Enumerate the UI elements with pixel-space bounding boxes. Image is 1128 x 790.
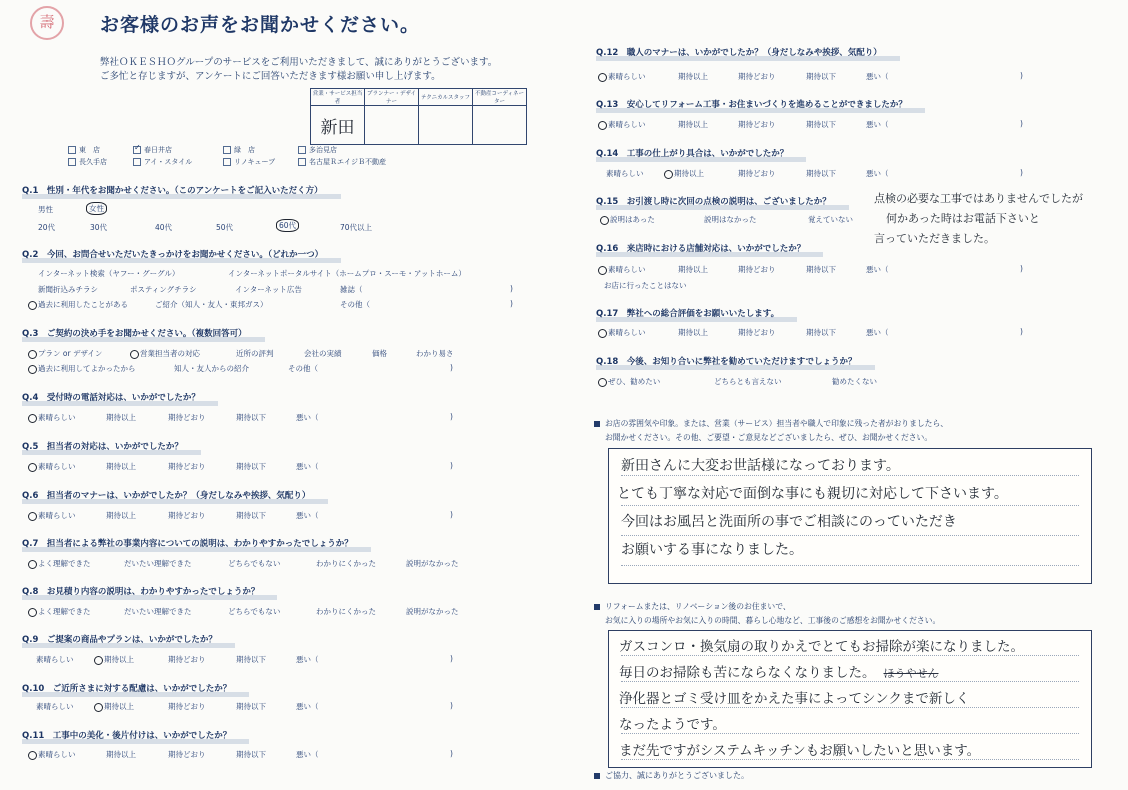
- q12-bad-close: ): [1020, 71, 1023, 80]
- q5-below[interactable]: 期待以下: [236, 462, 266, 471]
- q6-above[interactable]: 期待以上: [106, 511, 136, 520]
- q4-below[interactable]: 期待以下: [236, 413, 266, 422]
- impression-prompt-1: お店の雰囲気や印象。または、営業（サービス）担当者や職人で印象に残った者がおりましたら、: [594, 418, 948, 429]
- q16-bad-close: ): [1020, 264, 1023, 273]
- q3-track-record[interactable]: 会社の実績: [304, 349, 342, 358]
- impression-comment-box[interactable]: [608, 448, 1092, 584]
- q2-other[interactable]: その他（: [340, 300, 370, 309]
- q15-explained-selected[interactable]: 説明はあった: [600, 214, 655, 225]
- q3-other-close: ): [450, 363, 453, 372]
- q2-referral[interactable]: ご紹介（知人・友人・東邦ガス）: [155, 300, 268, 309]
- q9-below[interactable]: 期待以下: [236, 655, 266, 664]
- footer-thanks: ご協力、誠にありがとうございました。: [594, 770, 749, 781]
- staff-realestate-cell[interactable]: [473, 106, 527, 145]
- q2-internet-search[interactable]: インターネット検索（ヤフー・グーグル）: [38, 269, 180, 278]
- q1-40s[interactable]: 40代: [155, 223, 173, 232]
- q14-title: Q.14 工事の仕上がり具合は、いかがでしたか？: [596, 149, 789, 159]
- q9-above-selected[interactable]: 期待以上: [94, 654, 134, 665]
- q10-title: Q.10 ご近所さまに対する配慮は、いかがでしたか？: [22, 684, 232, 694]
- q1-60s-selected[interactable]: 60代: [276, 219, 299, 232]
- q3-past-use[interactable]: 過去に利用してよかったから: [28, 363, 136, 374]
- q2-title: Q.2 今回、お問合せいただいたきっかけをお聞かせください。（どれか一つ）: [22, 250, 324, 260]
- q1-female-selected[interactable]: 女性: [86, 202, 107, 215]
- q15-dont-remember[interactable]: 覚えていない: [808, 215, 853, 224]
- q18-neutral[interactable]: どちらとも言えない: [714, 377, 782, 386]
- q11-title: Q.11 工事中の美化・後片付けは、いかがでしたか？: [22, 731, 232, 741]
- q6-bad[interactable]: 悪い（: [296, 511, 319, 520]
- q3-clarity[interactable]: わかり易さ: [416, 349, 454, 358]
- shop-renocube[interactable]: リノキューブ: [223, 157, 275, 167]
- q17-bad-close: ): [1020, 327, 1023, 336]
- impression-line-4: お願いする事になりました。: [621, 542, 803, 558]
- q9-excellent[interactable]: 素晴らしい: [36, 655, 74, 664]
- q12-bad[interactable]: 悪い（: [866, 72, 889, 81]
- q10-above-selected[interactable]: 期待以上: [94, 701, 134, 712]
- q12-above[interactable]: 期待以上: [678, 72, 708, 81]
- q4-bad[interactable]: 悪い（: [296, 413, 319, 422]
- shop-i-style[interactable]: アイ・スタイル: [133, 157, 192, 167]
- q5-above[interactable]: 期待以上: [106, 462, 136, 471]
- page-title: お客様のお声をお聞かせください。: [100, 14, 421, 36]
- reform-line-5: まだ先ですがシステムキッチンもお願いしたいと思います。: [619, 743, 981, 759]
- q7-hard[interactable]: わかりにくかった: [316, 559, 376, 568]
- q1-title: Q.1 性別・年代をお聞かせください。（このアンケートをご記入いただく方）: [22, 186, 323, 196]
- q5-excellent-selected[interactable]: 素晴らしい: [28, 461, 76, 472]
- q4-above[interactable]: 期待以上: [106, 413, 136, 422]
- impression-line-1: 新田さんに大変お世話様になっております。: [621, 458, 900, 474]
- q17-bad[interactable]: 悪い（: [866, 328, 889, 337]
- q9-as-expected[interactable]: 期待どおり: [168, 655, 206, 664]
- q17-title: Q.17 弊社への総合評価をお願いいたします。: [596, 309, 780, 319]
- q11-below[interactable]: 期待以下: [236, 750, 266, 759]
- q5-title: Q.5 担当者の対応は、いかがでしたか？: [22, 442, 183, 452]
- q15-handwritten-note-3: 言っていただきました。: [874, 232, 995, 245]
- q16-above[interactable]: 期待以上: [678, 265, 708, 274]
- section-bullet-icon: [594, 604, 600, 610]
- q6-bad-close: ): [450, 510, 453, 519]
- q14-above-selected[interactable]: 期待以上: [664, 168, 704, 179]
- q15-handwritten-note-1: 点検の必要な工事ではありませんでしたが: [874, 192, 1083, 205]
- reform-prompt-1: リフォームまたは、リノベーション後のお住まいで、: [594, 601, 791, 612]
- q8-mostly-understood[interactable]: だいたい理解できた: [124, 607, 192, 616]
- q7-mostly-understood[interactable]: だいたい理解できた: [124, 559, 192, 568]
- reform-line-4: なったようです。: [619, 717, 726, 733]
- impression-prompt-2: お聞かせください。その他、ご要望・ご意見などございましたら、ぜひ、お聞かせください。: [605, 433, 933, 442]
- q11-as-expected[interactable]: 期待どおり: [168, 750, 206, 759]
- q6-as-expected[interactable]: 期待どおり: [168, 511, 206, 520]
- q16-below[interactable]: 期待以下: [806, 265, 836, 274]
- q15-title: Q.15 お引渡し時に次回の点検の説明は、ございましたか？: [596, 197, 831, 207]
- staff-header-technical: テクニカルスタッフ: [419, 89, 473, 106]
- q6-title: Q.6 担当者のマナーは、いかがでしたか？（身だしなみや挨拶、気配り）: [22, 491, 311, 501]
- q2-magazine[interactable]: 雑誌（: [340, 285, 363, 294]
- q4-as-expected[interactable]: 期待どおり: [168, 413, 206, 422]
- staff-header-sales: 営業・サービス担当者: [311, 89, 365, 106]
- section-bullet-icon: [594, 421, 600, 427]
- q16-excellent-selected[interactable]: 素晴らしい: [598, 264, 646, 275]
- q2-newspaper-flyer[interactable]: 新聞折込みチラシ: [38, 285, 98, 294]
- q3-other[interactable]: その他（: [288, 364, 318, 373]
- q11-excellent-selected[interactable]: 素晴らしい: [28, 749, 76, 760]
- staff-header-planner: プランナー・デザイナー: [365, 89, 419, 106]
- q8-understood-selected[interactable]: よく理解できた: [28, 606, 91, 617]
- shop-nagakute[interactable]: 長久手店: [68, 157, 107, 167]
- shop-nagoya-realestate[interactable]: 名古屋ＲエイジＢ不動産: [298, 157, 386, 167]
- staff-technical-cell[interactable]: [419, 106, 473, 145]
- q9-bad-close: ): [450, 654, 453, 663]
- q8-title: Q.8 お見積り内容の説明は、わかりやすかったでしょうか？: [22, 587, 260, 597]
- q14-below[interactable]: 期待以下: [806, 169, 836, 178]
- shop-checkboxes: [68, 145, 418, 173]
- q4-excellent-selected[interactable]: 素晴らしい: [28, 412, 76, 423]
- q13-as-expected[interactable]: 期待どおり: [738, 120, 776, 129]
- q3-price[interactable]: 価格: [372, 349, 387, 358]
- q7-title: Q.7 担当者による弊社の事業内容についての説明は、わかりやすかったでしょうか？: [22, 539, 353, 549]
- q6-excellent-selected[interactable]: 素晴らしい: [28, 510, 76, 521]
- staff-planner-cell[interactable]: [365, 106, 419, 145]
- q13-above[interactable]: 期待以上: [678, 120, 708, 129]
- q11-above[interactable]: 期待以上: [106, 750, 136, 759]
- q8-hard[interactable]: わかりにくかった: [316, 607, 376, 616]
- q17-above[interactable]: 期待以上: [678, 328, 708, 337]
- q6-below[interactable]: 期待以下: [236, 511, 266, 520]
- q1-male[interactable]: 男性: [38, 205, 53, 214]
- q3-plan-design[interactable]: プラン or デザイン: [28, 348, 102, 359]
- q2-magazine-close: ): [510, 284, 513, 293]
- q2-internet-ad[interactable]: インターネット広告: [235, 285, 302, 294]
- q8-neutral[interactable]: どちらでもない: [228, 607, 281, 616]
- q15-not-explained[interactable]: 説明はなかった: [704, 215, 757, 224]
- q10-as-expected[interactable]: 期待どおり: [168, 702, 206, 711]
- q17-below[interactable]: 期待以下: [806, 328, 836, 337]
- impression-line-3: 今回はお風呂と洗面所の事でご相談にのっていただき: [621, 514, 957, 530]
- q2-past-use[interactable]: 過去に利用したことがある: [28, 299, 128, 310]
- q18-title: Q.18 今後、お知り合いに弊社を勧めていただけますでしょうか？: [596, 357, 857, 367]
- q12-as-expected[interactable]: 期待どおり: [738, 72, 776, 81]
- q10-below[interactable]: 期待以下: [236, 702, 266, 711]
- reform-line-3: 浄化器とゴミ受け皿をかえた事によってシンクまで新しく: [619, 691, 970, 707]
- q14-excellent[interactable]: 素晴らしい: [606, 169, 644, 178]
- q4-title: Q.4 受付時の電話対応は、いかがでしたか？: [22, 393, 200, 403]
- q7-no-explanation[interactable]: 説明がなかった: [406, 559, 459, 568]
- q18-not-recommend[interactable]: 勧めたくない: [832, 377, 877, 386]
- q3-title: Q.3 ご契約の決め手をお聞かせください。（複数回答可）: [22, 329, 247, 339]
- q7-understood-selected[interactable]: よく理解できた: [28, 558, 91, 569]
- q16-as-expected[interactable]: 期待どおり: [738, 265, 776, 274]
- q16-title: Q.16 来店時における店舗対応は、いかがでしたか？: [596, 244, 806, 254]
- q1-70s-plus[interactable]: 70代以上: [340, 223, 373, 232]
- staff-signature[interactable]: 新田: [311, 106, 365, 145]
- q11-bad-close: ): [450, 749, 453, 758]
- q2-portal-site[interactable]: インターネットポータルサイト（ホームプロ・スーモ・アットホーム）: [228, 269, 466, 278]
- q1-30s[interactable]: 30代: [90, 223, 108, 232]
- q3-sales-staff[interactable]: 営業担当者の対応: [130, 348, 200, 359]
- q16-never-visited[interactable]: お店に行ったことはない: [604, 281, 687, 290]
- section-bullet-icon: [594, 773, 600, 779]
- q1-20s[interactable]: 20代: [38, 223, 56, 232]
- q14-as-expected[interactable]: 期待どおり: [738, 169, 776, 178]
- q11-bad[interactable]: 悪い（: [296, 750, 319, 759]
- shop-tajimi[interactable]: 多治見店: [298, 145, 337, 155]
- q2-other-close: ): [510, 299, 513, 308]
- q3-reputation[interactable]: 近所の評判: [236, 349, 274, 358]
- reform-line-1: ガスコンロ・換気扇の取りかえでとてもお掃除が楽になりました。: [619, 639, 1024, 655]
- q4-bad-close: ): [450, 412, 453, 421]
- q7-neutral[interactable]: どちらでもない: [228, 559, 281, 568]
- staff-table: [310, 88, 527, 145]
- q16-bad[interactable]: 悪い（: [866, 265, 889, 274]
- q10-bad-close: ): [450, 701, 453, 710]
- q13-excellent-selected[interactable]: 素晴らしい: [598, 119, 646, 130]
- q5-bad-close: ): [450, 461, 453, 470]
- reform-comment-box[interactable]: [608, 630, 1092, 768]
- q14-bad[interactable]: 悪い（: [866, 169, 889, 178]
- q17-excellent-selected[interactable]: 素晴らしい: [598, 327, 646, 338]
- q10-bad[interactable]: 悪い（: [296, 702, 319, 711]
- q9-bad[interactable]: 悪い（: [296, 655, 319, 664]
- q12-title: Q.12 職人のマナーは、いかがでしたか？（身だしなみや挨拶、気配り）: [596, 48, 882, 58]
- intro-line-2: ご多忙と存じますが、アンケートにご回答いただきます様お願い申し上げます。: [100, 71, 441, 82]
- q13-bad[interactable]: 悪い（: [866, 120, 889, 129]
- reform-prompt-2: お気に入りの場所やお気に入りの時間、暮らし心地など、工事後のご感想をお聞かせください。: [605, 616, 941, 625]
- q3-friend-referral[interactable]: 知人・友人からの紹介: [174, 364, 249, 373]
- staff-header-realestate: 不動産コーディネーター: [473, 89, 527, 106]
- reform-struck-text: ほうやせん: [883, 667, 939, 680]
- q5-bad[interactable]: 悪い（: [296, 462, 319, 471]
- q13-bad-close: ): [1020, 119, 1023, 128]
- intro-line-1: 弊社ＯＫＥＳＨＯグループのサービスをご利用いただきまして、誠にありがとうございます。: [100, 57, 498, 68]
- q14-bad-close: ): [1020, 168, 1023, 177]
- q8-no-explanation[interactable]: 説明がなかった: [406, 607, 459, 616]
- shop-kasugai[interactable]: ✓ 春日井店: [134, 143, 172, 154]
- q18-recommend-selected[interactable]: ぜひ、勧めたい: [598, 376, 660, 387]
- q15-handwritten-note-2: 何かあった時はお電話下さいと: [886, 212, 1040, 225]
- reform-line-2: 毎日のお掃除も苦にならなくなりました。 ほうやせん: [619, 665, 939, 681]
- q1-50s[interactable]: 50代: [216, 223, 234, 232]
- q10-excellent[interactable]: 素晴らしい: [36, 702, 74, 711]
- company-seal-logo: 壽: [30, 6, 64, 40]
- shop-midori[interactable]: 緑 店: [223, 145, 255, 155]
- q13-below[interactable]: 期待以下: [806, 120, 836, 129]
- q12-excellent-selected[interactable]: 素晴らしい: [598, 71, 646, 82]
- q5-as-expected[interactable]: 期待どおり: [168, 462, 206, 471]
- q13-title: Q.13 安心してリフォーム工事・お住まいづくりを進めることができましたか？: [596, 100, 907, 110]
- impression-line-2: とても丁寧な対応で面倒な事にも親切に対応して下さいます。: [617, 486, 1008, 502]
- q2-posting-flyer[interactable]: ポスティングチラシ: [130, 285, 197, 294]
- shop-higashi[interactable]: 東 店: [68, 145, 100, 155]
- q12-below[interactable]: 期待以下: [806, 72, 836, 81]
- q9-title: Q.9 ご提案の商品やプランは、いかがでしたか？: [22, 635, 217, 645]
- q17-as-expected[interactable]: 期待どおり: [738, 328, 776, 337]
